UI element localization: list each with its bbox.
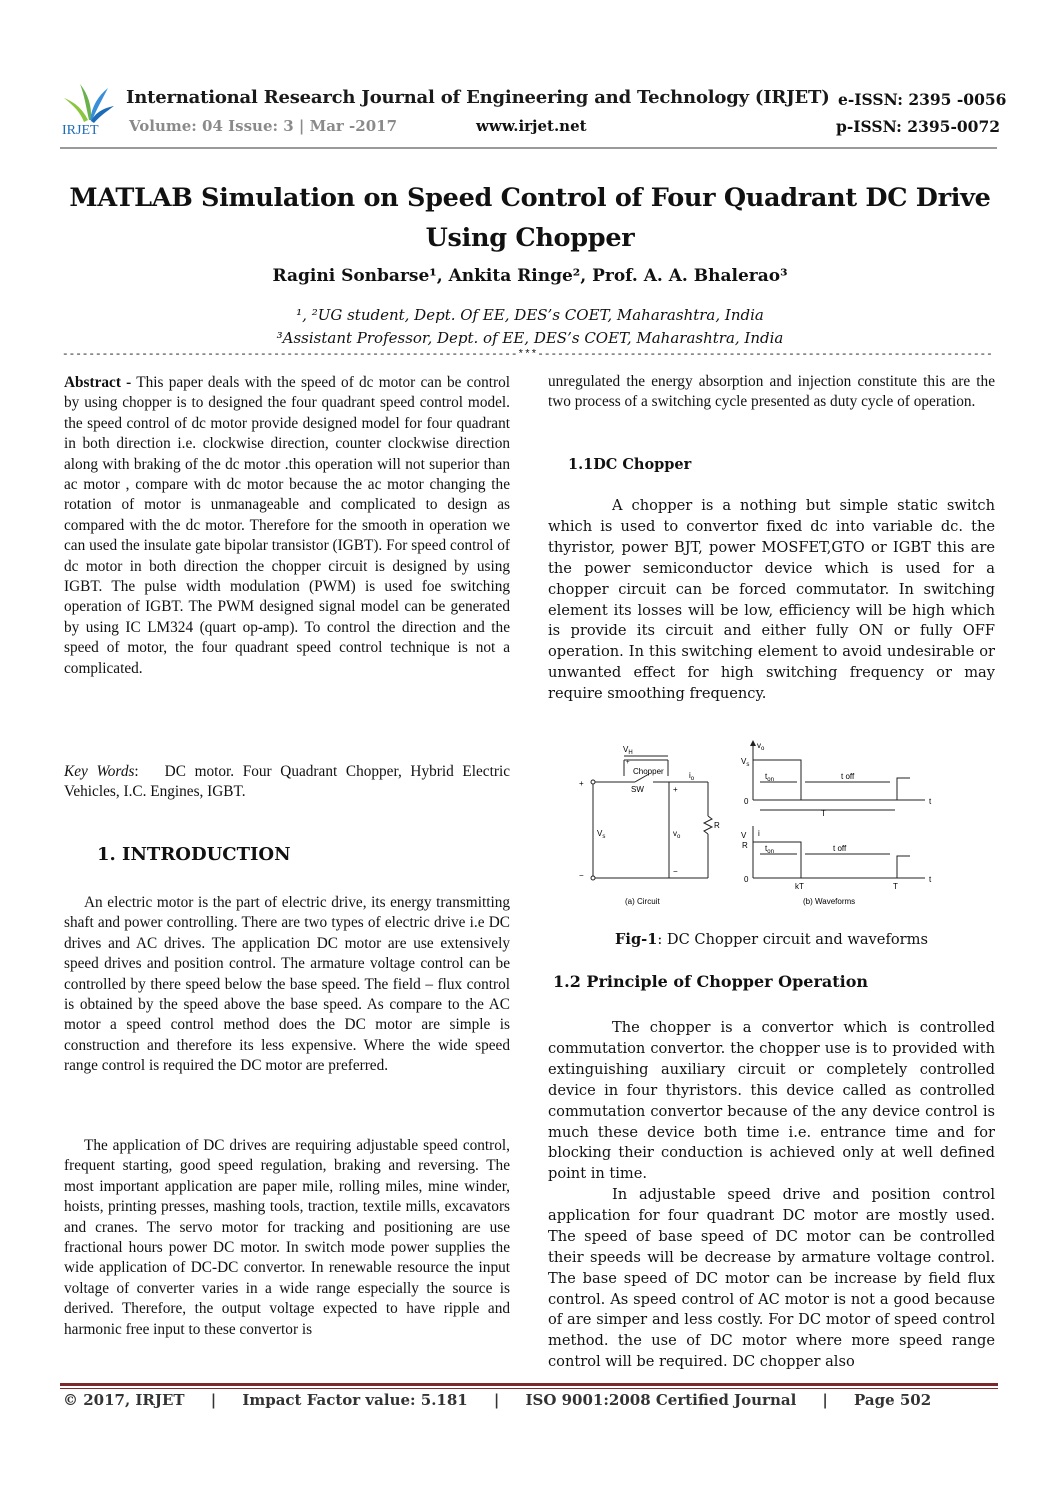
output-voltage-label: $v_o$ [673, 829, 681, 840]
footer: © 2017, IRJET | Impact Factor value: 5.181 | ISO 9001:2008 Certified Journal | Page 502 [63, 1391, 932, 1409]
resistor [704, 816, 712, 834]
svg-text:t: t [929, 797, 932, 806]
footer-divider-thick [60, 1383, 998, 1386]
journal-title: International Research Journal of Engineering and Technology (IRJET) [126, 87, 830, 108]
vh-label: $V_H$ [623, 745, 633, 756]
wave-vsr-label: V [741, 831, 747, 840]
principle-paragraph-2: In adjustable speed drive and position control application for four quadrant DC motor are mostly used. The speed of base speed of DC motor can be controlled their speeds will be decrease by armature voltage control. The base speed of DC motor can be increase by field flux control. As speed control of AC motor is not a good because of are simper and less costly. For DC motor of speed control method. the use of DC motor where more speed range control will be required. DC chopper also [548, 1186, 995, 1371]
footer-copyright: © 2017, IRJET [63, 1391, 185, 1409]
ton-label: $t_{on}$ [765, 772, 774, 783]
header-divider [60, 147, 997, 149]
output-current-label: $i_o$ [689, 771, 695, 782]
footer-iso: ISO 9001:2008 Certified Journal [525, 1391, 797, 1409]
svg-text:0: 0 [744, 875, 749, 884]
figure-caption [548, 930, 995, 951]
svg-text:0: 0 [744, 797, 749, 806]
svg-text:−: − [673, 867, 678, 876]
affiliation-1: ¹, ²UG student, Dept. Of EE, DES’s COET, Maharashtra, India [296, 306, 764, 324]
logo-text: IRJET [62, 123, 99, 136]
subsection-heading-dc-chopper: 1.1DC Chopper [568, 456, 692, 473]
abstract [64, 373, 510, 679]
figure-chopper [565, 738, 945, 910]
i-pulse-1 [753, 842, 801, 878]
toff-label-2: t off [833, 844, 847, 853]
figure-caption-text: : DC Chopper circuit and waveforms [657, 931, 928, 948]
footer-divider-thin [60, 1388, 998, 1389]
wave-vs-label: $V_s$ [741, 757, 750, 768]
keywords: Key Words: DC motor. Four Quadrant Chopper, Hybrid Electric Vehicles, I.C. Engines, IGBT. [64, 763, 510, 801]
subsection-heading-principle: 1.2 Principle of Chopper Operation [553, 972, 869, 991]
keywords-text: DC motor. Four Quadrant Chopper, Hybrid Electric Vehicles, I.C. Engines, IGBT. [64, 763, 510, 801]
section-heading-introduction: 1. INTRODUCTION [97, 844, 291, 865]
svg-text:+: + [673, 785, 678, 794]
author-list: Ragini Sonbarse¹, Ankita Ringe², Prof. A. A. Bhalerao³ [272, 266, 788, 286]
e-issn: e-ISSN: 2395 -0056 [838, 90, 1007, 109]
wave-i-label: i [758, 829, 760, 838]
svg-text:t: t [929, 875, 932, 884]
footer-impact-factor: Impact Factor value: 5.181 [242, 1391, 468, 1409]
chopper-label: Chopper [633, 767, 664, 776]
intro-paragraph-2: The application of DC drives are requiring adjustable speed control, frequent starting, good speed regulation, braking and reversing. The most important application are paper mile, rolling miles, mine winder, hoists, printing presses, mashing tools, traction, textile mills, excavators and cranes. The servo motor for tracking and positioning are use fractional hours power DC motor. In switch mode power supplies the wide application of DC-DC convertor. In renewable resource the input voltage of converter varies in a wide range especially the source is derived. Therefore, the output voltage expected to have ripple and harmonic free input to these convertor is [64, 1137, 510, 1338]
p-issn: p-ISSN: 2395-0072 [836, 117, 1001, 136]
footer-page-number: Page 502 [854, 1391, 932, 1409]
waveform-plots [753, 742, 925, 878]
kt-label: kT [795, 882, 804, 891]
waveform-caption: (b) Waveforms [803, 897, 856, 906]
dc-chopper-paragraph: A chopper is a nothing but simple static switch which is used to convertor fixed dc into variable dc. the thyristor, power BJT, power MOSFET,GTO or IGBT this are the power semiconductor device which is used for a chopper circuit can be forced commutator. In switching element its losses will be low, efficiency will be high which is provide its circuit and either fully ON or fully OFF operation. In this switching element to avoid undesirable or unwanted effect for high switching frequency or may require smoothing frequency. [548, 497, 995, 703]
volume-issue: Volume: 04 Issue: 3 | Mar -2017 [129, 117, 398, 135]
continuation-paragraph: unregulated the energy absorption and injection constitute this are the two process of a switching cycle presented as duty cycle of operation. [548, 373, 995, 411]
resistor-label: R [714, 821, 720, 830]
figure-label: Fig-1 [615, 931, 658, 948]
svg-text:R: R [742, 841, 748, 850]
toff-label: t off [841, 772, 855, 781]
t-period-label: T [893, 882, 898, 891]
switch-label: SW [631, 785, 644, 794]
ton-label-2: $t_{on}$ [765, 844, 774, 855]
svg-text:−: − [579, 871, 584, 880]
source-voltage-label: $V_s$ [597, 829, 606, 840]
circuit-caption: (a) Circuit [625, 897, 660, 906]
journal-logo [60, 80, 118, 136]
svg-text:+: + [626, 760, 630, 766]
section-separator: ---------------------------------------------------------------------***--------------------------------------------------------------------- [62, 349, 993, 361]
abstract-label: Abstract - [64, 374, 132, 391]
affiliation-2: ³Assistant Professor, Dept. of EE, DES’s COET, Maharashtra, India [276, 329, 784, 347]
period-label: T [821, 809, 826, 818]
keywords-label: Key Words [64, 763, 135, 780]
abstract-text: This paper deals with the speed of dc motor can be control by using chopper is to designed the four quadrant speed control model. the speed control of dc motor provide designed model for four quadrant in both direction i.e. clockwise direction, counter clockwise direction along with braking of the dc motor .this operation will not superior than ac motor , compare with dc motor because the ac motor changing the rotation of motor is unmanageable and complicated to design as compared with the dc motor. Therefore for the smooth in operation we can used the insulate gate bipolar transistor (IGBT). For speed control of dc motor in both direction the chopper circuit is designed by using IGBT. The pulse width modulation (PWM) is used foe switching operation of IGBT. The PWM designed signal model can be generated by using IC LM324 (quart op-amp). To control the direction and the speed of motor, the four quadrant speed control technique is not a complicated. [64, 374, 510, 677]
journal-website-link[interactable]: www.irjet.net [476, 117, 587, 135]
svg-text:+: + [579, 779, 584, 788]
i-pulse-2 [897, 856, 910, 878]
vo-pulse-1 [753, 760, 801, 800]
paper-title: MATLAB Simulation on Speed Control of Four Quadrant DC Drive Using Chopper [69, 183, 991, 253]
intro-paragraph-1: An electric motor is the part of electric drive, its energy transmitting shaft and power controlling. There are two types of electric drive i.e DC drives and AC drives. The application DC motor are use extensively speed drives and position control. The armature voltage control can be controlled by there speed below the base speed. The field – flux control is obtained by the speed above the base speed. As compare to the AC motor a speed control method does the DC motor are simple is construction and therefore its less expensive. Where the wide speed range control is required the DC motor are preferred. [64, 894, 510, 1075]
principle-paragraph-1: The chopper is a convertor which is controlled commutation convertor. the chopper use is to provided with extinguishing auxiliary circuit or completely controlled device in four thyristors. this device called as controlled commutation convertor because of the any device control is much these device both time i.e. entrance time and for blocking their conduction is achieved only at well defined point in time. [548, 1019, 995, 1183]
vo-pulse-2 [897, 778, 910, 800]
wave-vo-label: $v_o$ [757, 741, 765, 752]
